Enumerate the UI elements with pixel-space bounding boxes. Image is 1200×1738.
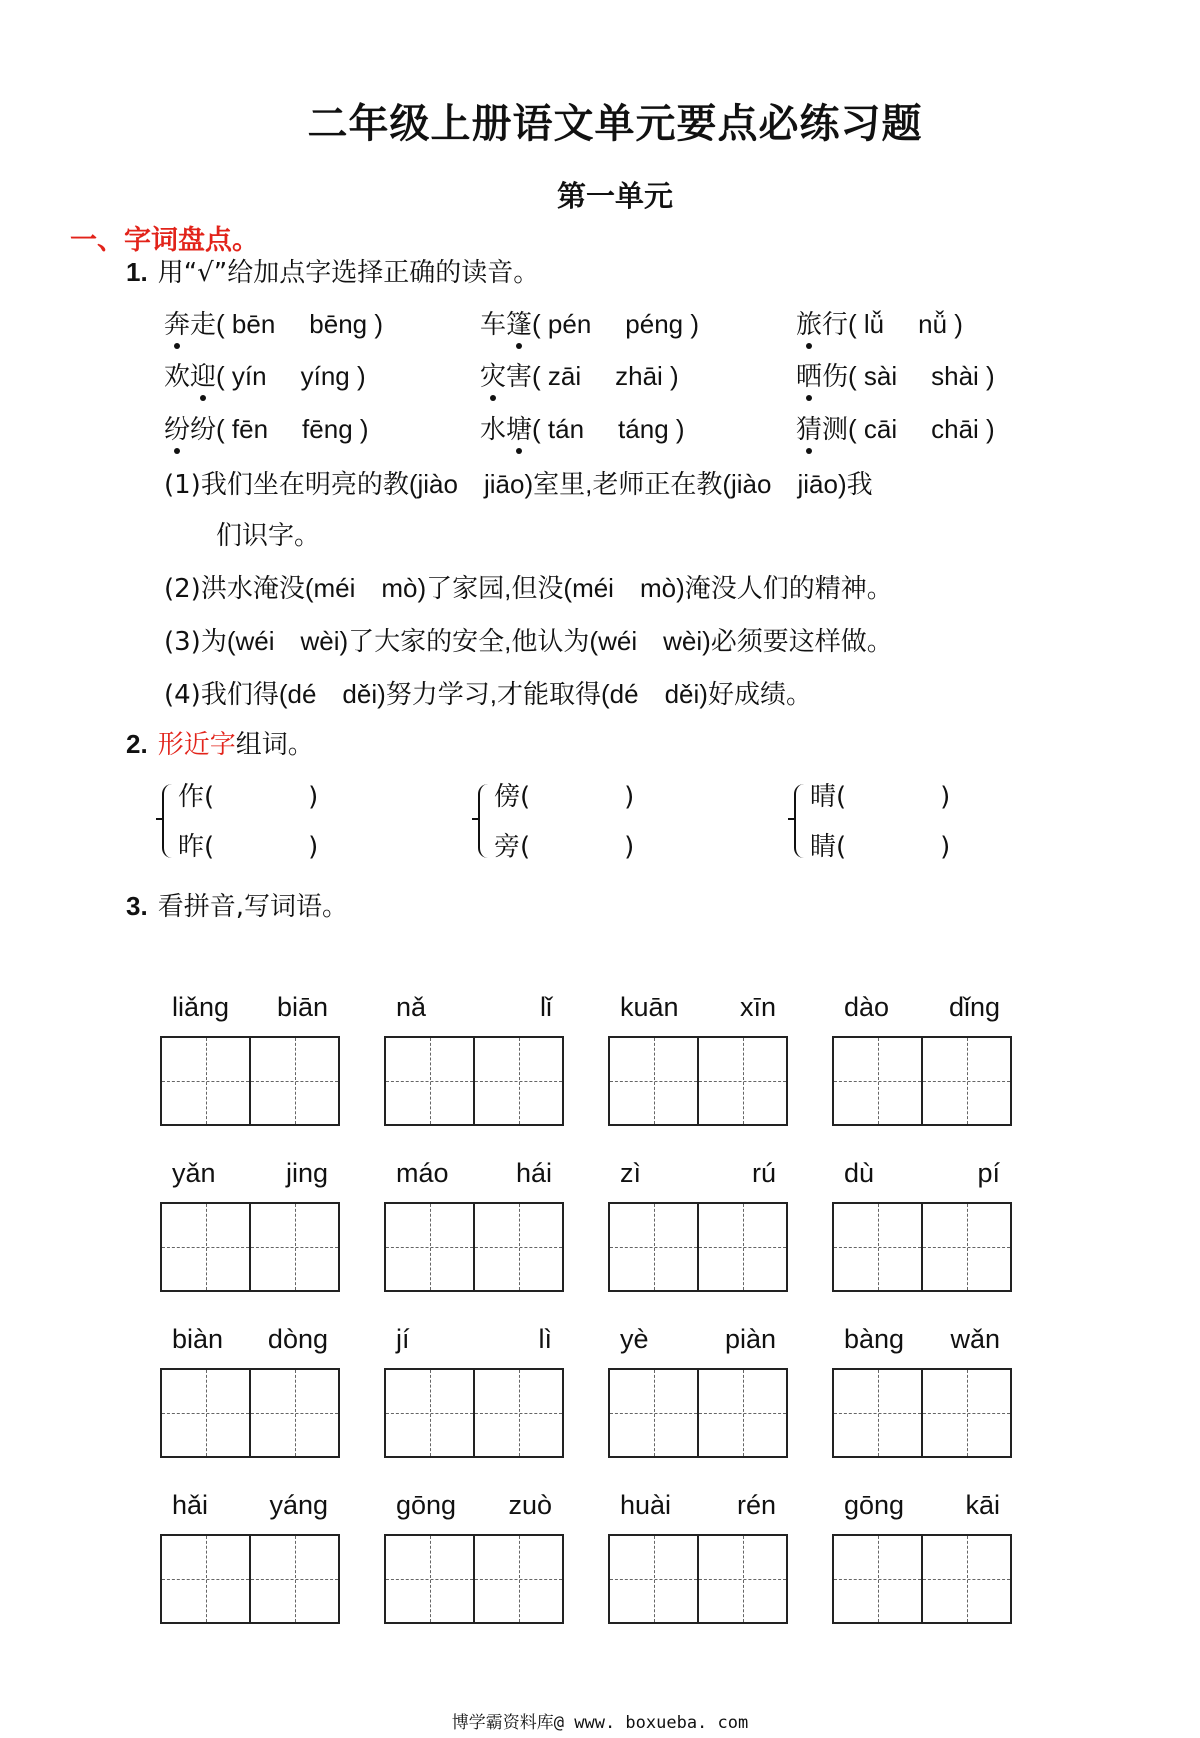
tianzige-cell[interactable] bbox=[610, 1536, 697, 1622]
dotted-word: 旅行 bbox=[796, 304, 848, 341]
tianzige-box[interactable] bbox=[384, 1534, 564, 1624]
pinyin-prompt: dào dǐng bbox=[844, 992, 1000, 1022]
emphasis-dot-icon bbox=[174, 343, 180, 349]
tianzige-cell[interactable] bbox=[162, 1370, 249, 1456]
char-blank[interactable]: 睛( ) bbox=[810, 832, 951, 862]
dotted-word: 猜测 bbox=[796, 409, 848, 446]
tianzige-box[interactable] bbox=[832, 1202, 1012, 1292]
char-blank[interactable]: 昨( ) bbox=[178, 832, 319, 862]
char-blank[interactable]: 作( ) bbox=[178, 782, 319, 812]
tianzige-cell[interactable] bbox=[610, 1038, 697, 1124]
char-blank[interactable]: 晴( ) bbox=[810, 782, 951, 812]
tianzige-cell[interactable] bbox=[249, 1370, 338, 1456]
tianzige-box[interactable] bbox=[384, 1368, 564, 1458]
char-blank[interactable]: 傍( ) bbox=[494, 782, 635, 812]
unit-title: 第一单元 bbox=[556, 179, 673, 213]
tianzige-cell[interactable] bbox=[697, 1038, 786, 1124]
tianzige-box[interactable] bbox=[832, 1368, 1012, 1458]
tianzige-cell[interactable] bbox=[834, 1536, 921, 1622]
tianzige-cell[interactable] bbox=[162, 1204, 249, 1290]
tianzige-box[interactable] bbox=[608, 1036, 788, 1126]
emphasis-dot-icon bbox=[516, 448, 522, 454]
tianzige-cell[interactable] bbox=[697, 1536, 786, 1622]
pinyin-choice-item bbox=[480, 356, 679, 393]
question-3 bbox=[126, 886, 348, 923]
tianzige-cell[interactable] bbox=[386, 1038, 473, 1124]
pinyin-choice-item bbox=[480, 409, 685, 446]
tianzige-cell[interactable] bbox=[921, 1536, 1010, 1622]
tianzige-cell[interactable] bbox=[834, 1370, 921, 1456]
emphasis-dot-icon bbox=[490, 395, 496, 401]
tianzige-box[interactable] bbox=[160, 1036, 340, 1126]
pinyin-prompt: zì rú bbox=[620, 1158, 776, 1188]
pinyin-choice-item bbox=[480, 304, 699, 341]
tianzige-cell[interactable] bbox=[610, 1204, 697, 1290]
pinyin-prompt: huài rén bbox=[620, 1490, 776, 1520]
pinyin-prompt: gōng zuò bbox=[396, 1490, 552, 1520]
char-blank[interactable]: 旁( ) bbox=[494, 832, 635, 862]
tianzige-cell[interactable] bbox=[697, 1204, 786, 1290]
dotted-word: 灾害 bbox=[480, 356, 532, 393]
brace-icon bbox=[478, 784, 492, 858]
question-1 bbox=[126, 252, 539, 289]
tianzige-cell[interactable] bbox=[610, 1370, 697, 1456]
tianzige-box[interactable] bbox=[608, 1368, 788, 1458]
tianzige-cell[interactable] bbox=[921, 1370, 1010, 1456]
tianzige-cell[interactable] bbox=[473, 1536, 562, 1622]
pinyin-choice-item bbox=[164, 356, 366, 393]
tianzige-cell[interactable] bbox=[162, 1536, 249, 1622]
sentence-2: (2)洪水淹没(méi mò)了家园,但没(méi mò)淹没人们的精神。 bbox=[164, 573, 893, 604]
pinyin-options: ( cāi chāi ) bbox=[848, 414, 995, 444]
question-number: 1. bbox=[126, 257, 148, 287]
tianzige-cell[interactable] bbox=[921, 1038, 1010, 1124]
question-keyword: 形近字 bbox=[157, 730, 236, 760]
tianzige-box[interactable] bbox=[608, 1202, 788, 1292]
tianzige-cell[interactable] bbox=[249, 1536, 338, 1622]
pinyin-choice-item bbox=[796, 304, 963, 341]
emphasis-dot-icon bbox=[806, 395, 812, 401]
question-text: 看拼音,写词语。 bbox=[157, 892, 348, 922]
pinyin-choice-item bbox=[796, 356, 995, 393]
tianzige-box[interactable] bbox=[384, 1202, 564, 1292]
dotted-word: 纷纷 bbox=[164, 409, 216, 446]
tianzige-box[interactable] bbox=[608, 1534, 788, 1624]
emphasis-dot-icon bbox=[806, 448, 812, 454]
emphasis-dot-icon bbox=[516, 343, 522, 349]
brace-icon bbox=[794, 784, 808, 858]
pinyin-prompt: jí lì bbox=[396, 1324, 552, 1354]
section-heading: 一、字词盘点。 bbox=[70, 225, 259, 256]
question-2 bbox=[126, 724, 314, 761]
tianzige-cell[interactable] bbox=[249, 1204, 338, 1290]
pinyin-prompt: yè piàn bbox=[620, 1324, 776, 1354]
tianzige-box[interactable] bbox=[832, 1036, 1012, 1126]
dotted-word: 晒伤 bbox=[796, 356, 848, 393]
brace-icon bbox=[162, 784, 176, 858]
dotted-word: 欢迎 bbox=[164, 356, 216, 393]
question-text: 用“√”给加点字选择正确的读音。 bbox=[157, 258, 540, 288]
sentence-1: (1)我们坐在明亮的教(jiào jiāo)室里,老师正在教(jiào jiāo)我 bbox=[164, 469, 873, 500]
pinyin-prompt: hǎi yáng bbox=[172, 1490, 328, 1520]
emphasis-dot-icon bbox=[200, 395, 206, 401]
question-number: 3. bbox=[126, 891, 148, 921]
tianzige-cell[interactable] bbox=[473, 1204, 562, 1290]
tianzige-box[interactable] bbox=[160, 1534, 340, 1624]
tianzige-cell[interactable] bbox=[162, 1038, 249, 1124]
page-title: 二年级上册语文单元要点必练习题 bbox=[307, 101, 923, 147]
dotted-word: 奔走 bbox=[164, 304, 216, 341]
pinyin-prompt: biàn dòng bbox=[172, 1324, 328, 1354]
tianzige-box[interactable] bbox=[384, 1036, 564, 1126]
pinyin-options: ( lǚ nǚ ) bbox=[848, 309, 963, 339]
question-number: 2. bbox=[126, 729, 148, 759]
tianzige-cell[interactable] bbox=[386, 1536, 473, 1622]
tianzige-cell[interactable] bbox=[834, 1204, 921, 1290]
pinyin-options: ( fēn fēng ) bbox=[216, 414, 369, 444]
tianzige-cell[interactable] bbox=[386, 1204, 473, 1290]
dotted-word: 车篷 bbox=[480, 304, 532, 341]
pinyin-prompt: kuān xīn bbox=[620, 992, 776, 1022]
pinyin-prompt: nǎ lǐ bbox=[396, 992, 552, 1022]
dotted-word: 水塘 bbox=[480, 409, 532, 446]
emphasis-dot-icon bbox=[174, 448, 180, 454]
footer-watermark: 博学霸资料库@ www. boxueba. com bbox=[451, 1713, 749, 1733]
tianzige-cell[interactable] bbox=[386, 1370, 473, 1456]
pinyin-prompt: gōng kāi bbox=[844, 1490, 1000, 1520]
tianzige-box[interactable] bbox=[160, 1202, 340, 1292]
pinyin-options: ( yín yíng ) bbox=[216, 361, 366, 391]
pinyin-options: ( zāi zhāi ) bbox=[532, 361, 679, 391]
tianzige-cell[interactable] bbox=[473, 1038, 562, 1124]
tianzige-box[interactable] bbox=[160, 1368, 340, 1458]
tianzige-cell[interactable] bbox=[834, 1038, 921, 1124]
pinyin-choice-item bbox=[164, 409, 369, 446]
sentence-4: (4)我们得(dé děi)努力学习,才能取得(dé děi)好成绩。 bbox=[164, 679, 812, 710]
emphasis-dot-icon bbox=[806, 343, 812, 349]
tianzige-cell[interactable] bbox=[921, 1204, 1010, 1290]
pinyin-prompt: dù pí bbox=[844, 1158, 1000, 1188]
pinyin-choice-item bbox=[164, 304, 383, 341]
tianzige-cell[interactable] bbox=[697, 1370, 786, 1456]
pinyin-prompt: máo hái bbox=[396, 1158, 552, 1188]
pinyin-options: ( sài shài ) bbox=[848, 361, 995, 391]
sentence-3: (3)为(wéi wèi)了大家的安全,他认为(wéi wèi)必须要这样做。 bbox=[164, 626, 893, 657]
sentence-1-cont: 们识字。 bbox=[216, 521, 321, 551]
pinyin-choice-item bbox=[796, 409, 995, 446]
pinyin-options: ( bēn bēng ) bbox=[216, 309, 384, 339]
tianzige-box[interactable] bbox=[832, 1534, 1012, 1624]
pinyin-prompt: bàng wǎn bbox=[844, 1324, 1000, 1354]
pinyin-prompt: liǎng biān bbox=[172, 992, 328, 1022]
tianzige-cell[interactable] bbox=[473, 1370, 562, 1456]
pinyin-prompt: yǎn jing bbox=[172, 1158, 328, 1188]
pinyin-options: ( pén péng ) bbox=[532, 309, 700, 339]
question-text: 组词。 bbox=[235, 730, 314, 760]
tianzige-cell[interactable] bbox=[249, 1038, 338, 1124]
pinyin-options: ( tán táng ) bbox=[532, 414, 685, 444]
